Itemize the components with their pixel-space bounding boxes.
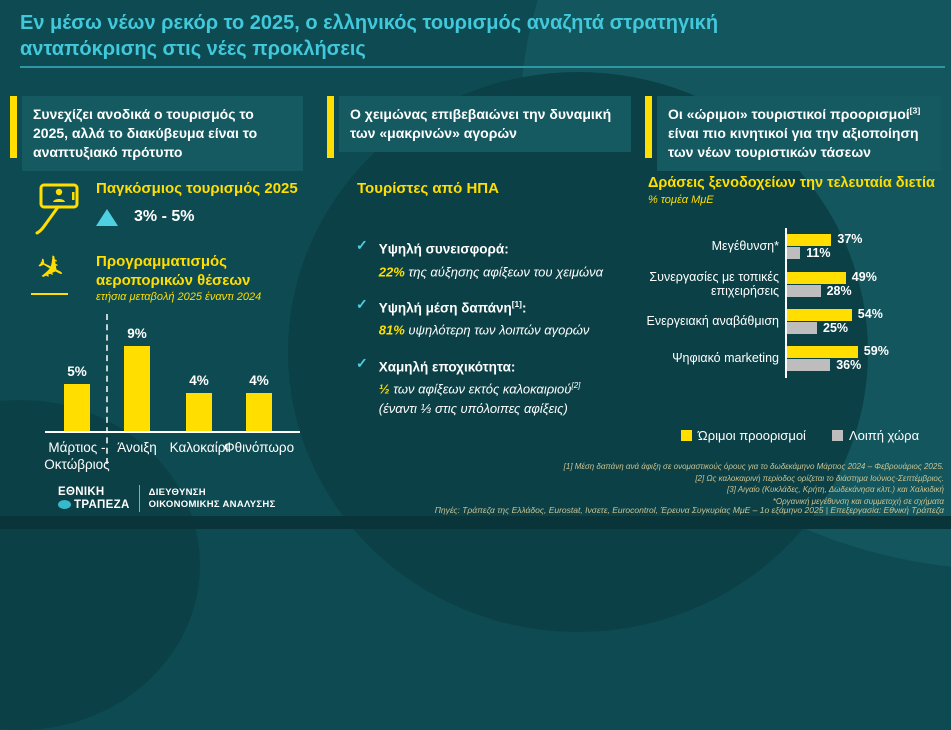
hotel-bar-rest-value: 36% [836, 358, 862, 372]
selfie-stick-icon [31, 181, 83, 244]
division-name [149, 487, 276, 511]
legend-gray-swatch [832, 430, 843, 441]
col3-header-footnote-ref: [3] [909, 105, 921, 116]
seat-bar-category: Καλοκαίρι [169, 440, 229, 455]
world-tourism-title: Παγκόσμιος τουρισμός 2025 [96, 180, 298, 197]
check-icon: ✓ [356, 354, 368, 371]
bullet-detail: 81% υψηλότερη των λοιπών αγορών [378, 322, 590, 338]
bank-logo [58, 485, 276, 512]
hotel-category-label: Ψηφιακό marketing [672, 350, 779, 365]
hotel-chart-title: Δράσεις ξενοδοχείων την τελευταία διετία [648, 175, 935, 191]
hotel-chart-legend [655, 428, 945, 443]
hotel-bar-mature-value: 49% [851, 270, 877, 284]
bullet-detail: ½ των αφίξεων εκτός καλοκαιριού[2] [378, 381, 581, 397]
seat-bar-value: 4% [189, 373, 209, 389]
seats-subtitle: ετήσια μεταβολή 2025 έναντι 2024 [96, 291, 262, 303]
logo-divider [139, 485, 140, 512]
division-line1: ΔΙΕΥΘΥΝΣΗ [148, 486, 206, 498]
bullet-title: Υψηλή συνεισφορά: [378, 241, 509, 257]
seat-bar-category: Άνοιξη [117, 440, 157, 455]
hotel-bar-rest-value: 28% [826, 284, 852, 298]
seats-title-line2: αεροπορικών θέσεων [96, 271, 251, 289]
col1-header: Συνεχίζει ανοδικά ο τουρισμός το 2025, αλλά το διακύβευμα είναι το αναπτυξιακό πρότυπο [22, 96, 303, 171]
seat-bar-value: 4% [249, 373, 269, 389]
bank-name-line1: ΕΘΝΙΚΗ [58, 485, 105, 498]
footnote-3: [3] Αιγαίο (Κυκλάδες, Κρήτη, Δωδεκάνησα κλπ.) και Χαλκιδική [727, 485, 944, 494]
bullet-title: Χαμηλή εποχικότητα: [378, 359, 516, 375]
seat-bar [246, 393, 272, 431]
hotel-bar-mature-value: 59% [863, 344, 889, 358]
col3-header-text: Οι «ώριμοι» τουριστικοί προορισμοί [668, 106, 910, 122]
usa-tourists-title: Τουρίστες από ΗΠΑ [357, 180, 499, 197]
hotel-actions-bar-chart [645, 226, 945, 381]
col3-accent-bar [645, 96, 652, 158]
usa-bullet-list [356, 236, 641, 432]
check-icon: ✓ [356, 295, 368, 312]
footnote-1: [1] Μέση δαπάνη ανά άφιξη σε ονομαστικούς όρους για το δωδεκάμηνο Μάρτιος 2024 – Φεβρουάριος 2025. [563, 462, 944, 471]
bullet-contribution [356, 236, 641, 282]
legend-label: Λοιπή χώρα [848, 428, 920, 443]
legend-mature-destinations [681, 428, 806, 443]
growth-range-value: 3% - 5% [134, 208, 195, 225]
seat-bar-value: 9% [127, 326, 147, 342]
seat-bar-category: Φθινόπωρο [223, 440, 295, 455]
seat-chart-axis [45, 431, 300, 433]
bullet-detail-2: (έναντι ⅓ στις υπόλοιπες αφίξεις) [378, 401, 568, 417]
hotel-bar-rest-value: 11% [806, 246, 831, 260]
seat-bar [124, 346, 150, 431]
division-line2: ΟΙΚΟΝΟΜΙΚΗΣ ΑΝΑΛΥΣΗΣ [148, 498, 276, 510]
col3-header-text-cont: είναι πιο κινητικοί για την αξιοποίηση των νέων τουριστικών τάσεων [668, 124, 919, 160]
bank-logo-icon [58, 500, 71, 509]
col2-accent-bar [327, 96, 334, 158]
world-tourism-growth [96, 208, 194, 226]
footnotes [564, 461, 944, 507]
sources-line: Πηγές: Τράπεζα της Ελλάδος, Eurostat, Ινσετε, Eurocontrol, Έρευνα Συγκυρίας ΜμΕ – 1ο εξάμηνο 2025 | Επεξεργασία: Εθνική Τράπεζα [434, 505, 944, 515]
seats-bar-chart [45, 300, 305, 475]
slide-title: Εν μέσω νέων ρεκόρ το 2025, ο ελληνικός τουρισμός αναζητά στρατηγική ανταπόκρισης στις νέες προκλήσεις [20, 12, 719, 60]
bullet-detail: 22% της αύξησης αφίξεων του χειμώνα [378, 263, 604, 279]
col3-header [657, 96, 941, 171]
bullet-title: Υψηλή μέση δαπάνη[1]: [378, 298, 527, 316]
col2-header: Ο χειμώνας επιβεβαιώνει την δυναμική των «μακρινών» αγορών [339, 96, 631, 152]
seat-bar [64, 384, 90, 431]
hotel-chart-subtitle: % τομέα ΜμΕ [648, 194, 714, 206]
seats-title [96, 253, 250, 291]
hotel-bar-mature [787, 346, 858, 358]
hotel-bar-mature-value: 37% [837, 232, 863, 246]
bank-name-line2: ΤΡΑΠΕΖΑ [74, 498, 130, 511]
seat-bar-value: 5% [67, 364, 87, 379]
legend-label: Ώριμοι προορισμοί [697, 428, 806, 443]
plane-underline [31, 293, 68, 295]
hotel-bar-mature [787, 272, 846, 284]
footnote-2: [2] Ως καλοκαιρινή περίοδος ορίζεται το διάστημα Ιούνιος-Σεπτέμβριος. [695, 473, 944, 483]
seats-title-line1: Προγραμματισμός [96, 253, 227, 270]
up-triangle-icon [96, 209, 118, 226]
hotel-bar-rest [787, 359, 830, 371]
bullet-seasonality [356, 354, 641, 420]
title-underline [20, 66, 945, 68]
hotel-category-label: Μεγέθυνση* [711, 238, 779, 253]
hotel-bar-mature [787, 309, 852, 321]
hotel-bar-mature [787, 234, 831, 246]
hotel-category-label: Συνεργασίες με τοπικές επιχειρήσεις [649, 269, 779, 298]
legend-rest-of-country [832, 428, 919, 443]
col1-accent-bar [10, 96, 17, 158]
check-icon: ✓ [356, 237, 368, 253]
hotel-bar-rest [787, 285, 821, 297]
seat-bar-category: Μάρτιος - Οκτώβριος [44, 440, 110, 472]
legend-yellow-swatch [681, 430, 692, 441]
footnote-asterisk: *Οργανική μεγέθυνση και συμμετοχή σε σχήματα [772, 496, 944, 506]
plane-landing-icon: ✈ [28, 245, 72, 293]
hotel-category-label: Ενεργειακή αναβάθμιση [646, 313, 779, 328]
bullet-spending [356, 295, 641, 341]
hotel-bar-mature-value: 54% [857, 307, 883, 321]
hotel-bar-rest-value: 25% [823, 321, 849, 335]
bank-name [58, 486, 130, 512]
hotel-bar-rest [787, 247, 800, 259]
seat-bar [186, 393, 212, 431]
hotel-bar-rest [787, 322, 817, 334]
